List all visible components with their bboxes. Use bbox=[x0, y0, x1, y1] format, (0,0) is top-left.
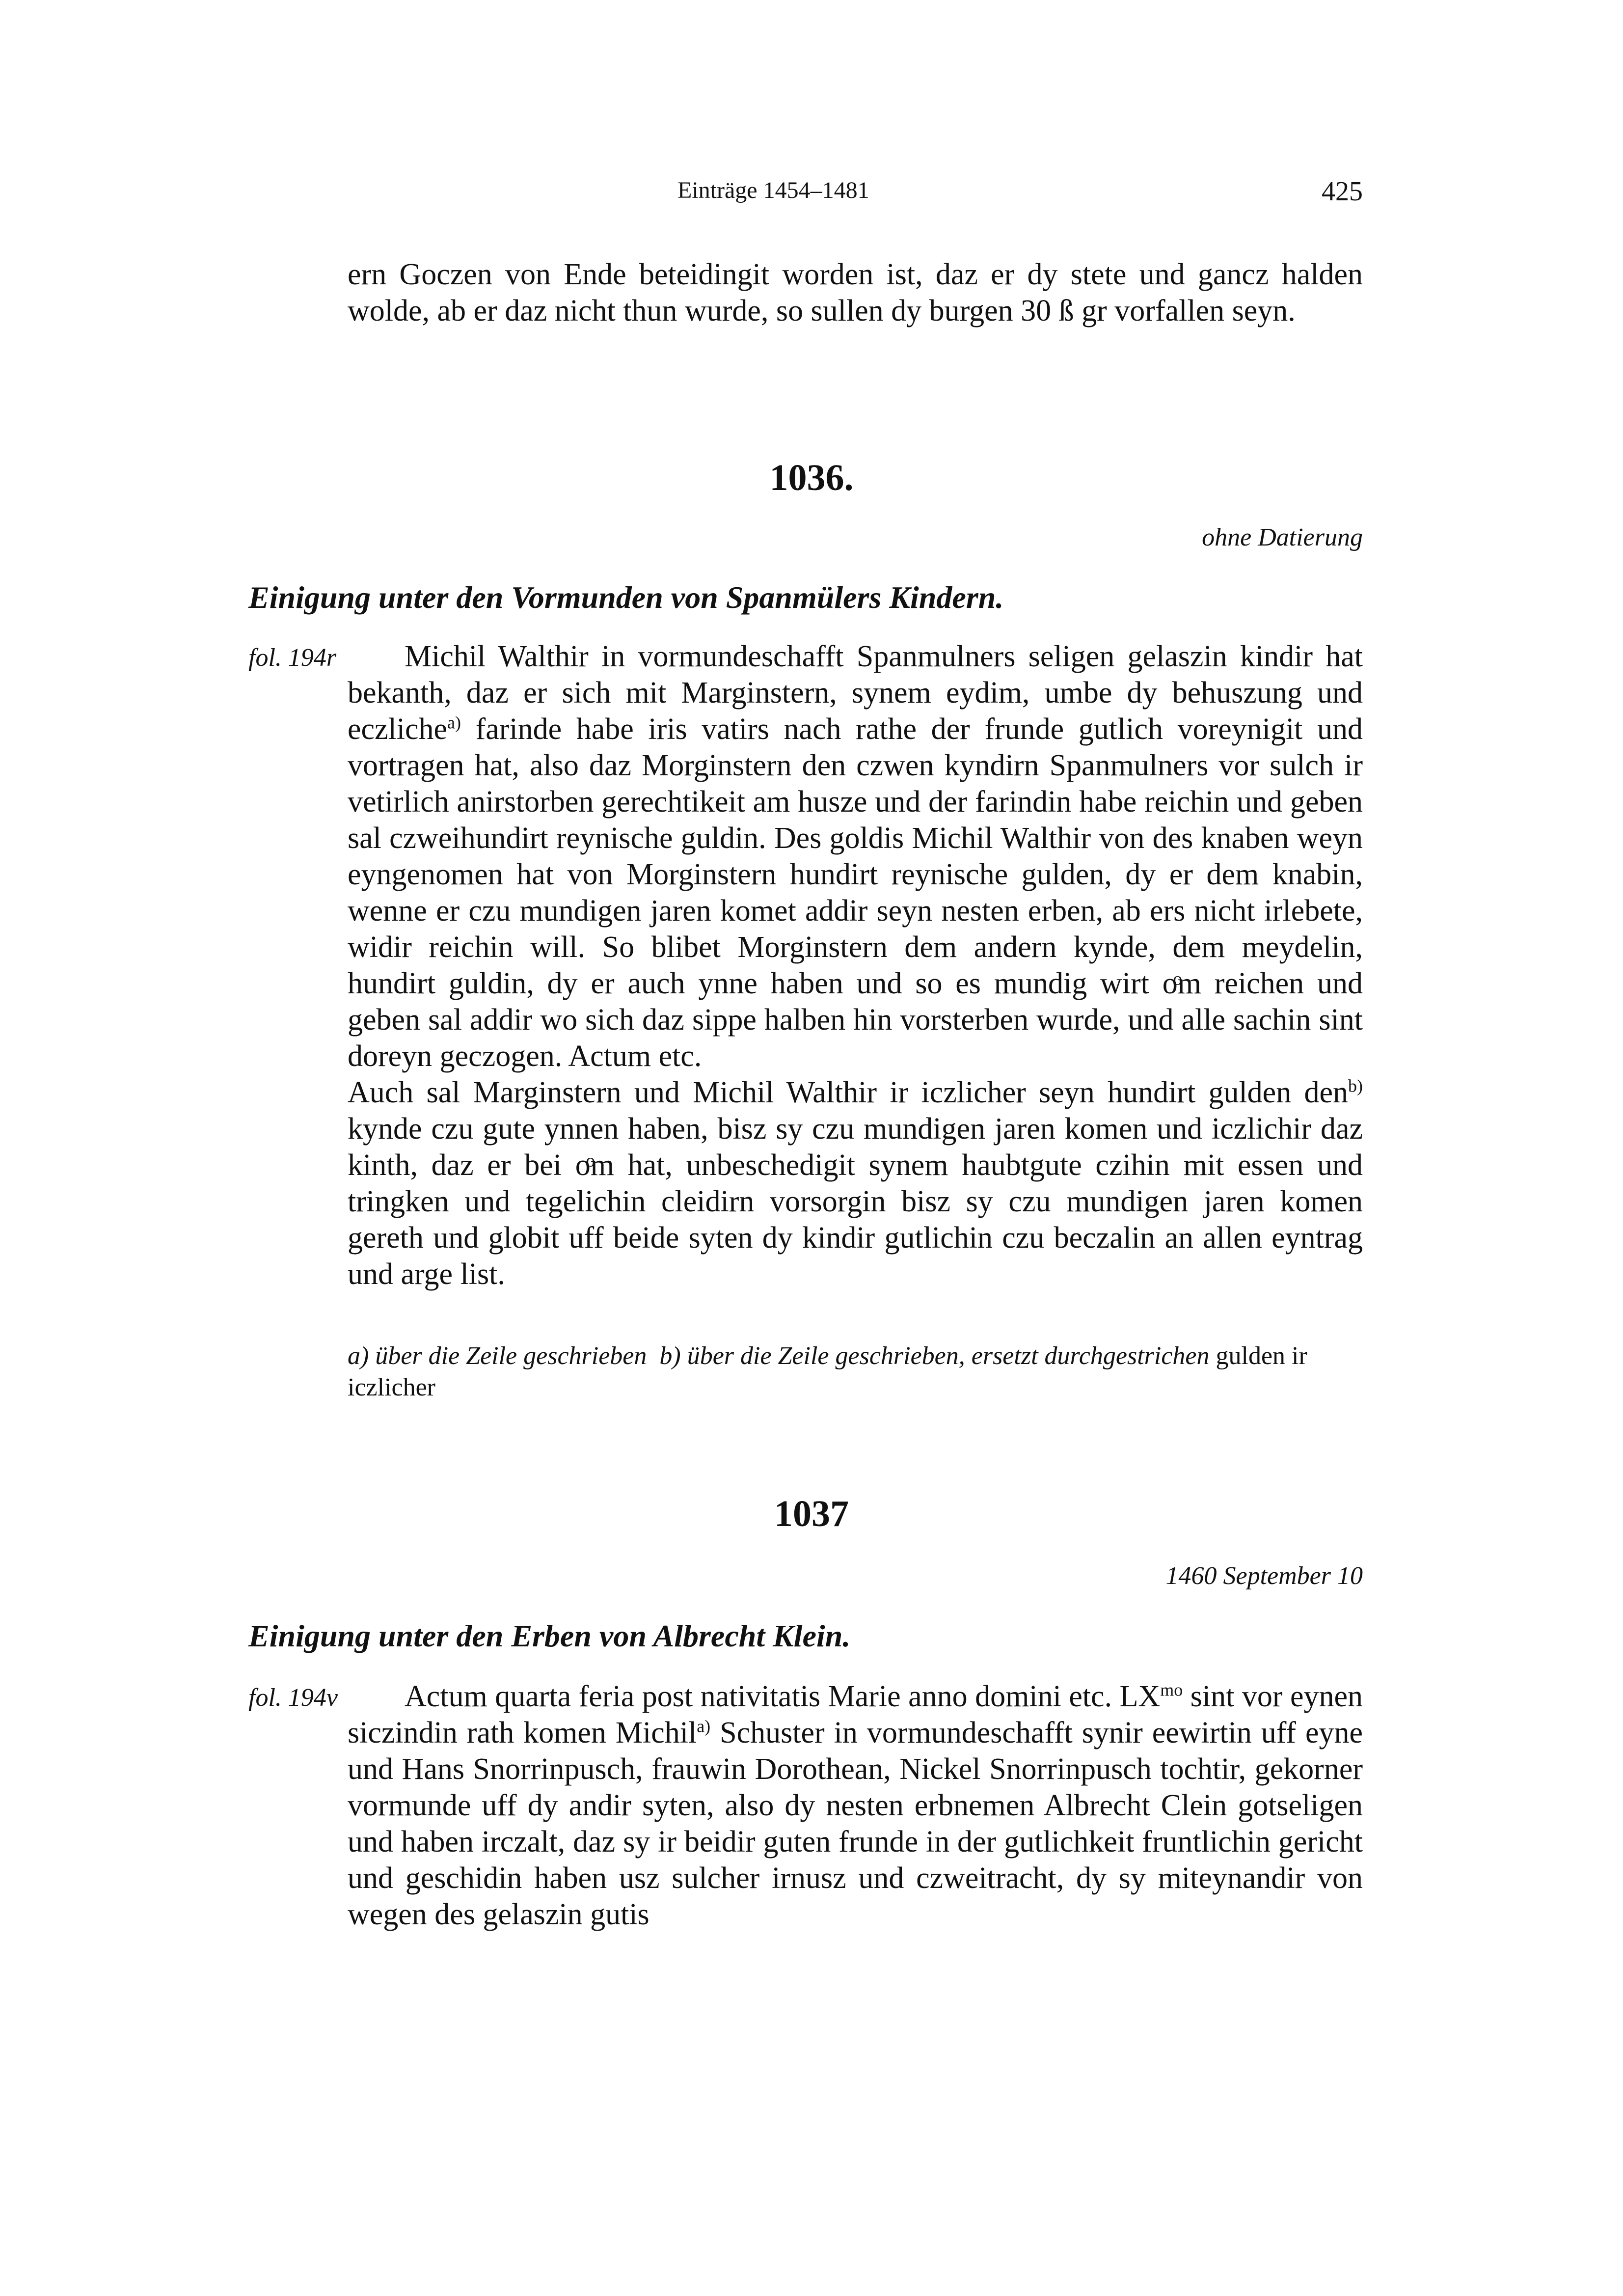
entry-dating-1036: ohne Datierung bbox=[1202, 523, 1363, 551]
paragraph-2: Auch sal Marginstern und Michil Walthir ir iczlicher seyn hundirt gulden den$^{b)}$ kynde czu gute ynnen haben, bisz sy czu mundigen jaren komen und iczlichir daz kinth, daz er bei oͦm hat, unbeschedigit synem haubtgute czihin mit essen und tringken und tegelichin cleidirn vorsorgin bisz sy czu mundigen jaren komen gereth und globit uff beide syten dy kindir gutlichin czu beczalin an allen eyntrag und arge list. bbox=[348, 1076, 1363, 1291]
folio-marker-1036: fol. 194r bbox=[248, 644, 337, 672]
footnote-a: a) über die Zeile geschrieben bbox=[348, 1342, 647, 1370]
running-head: Einträge 1454–1481 bbox=[677, 177, 869, 203]
footnote-ref-b: b) bbox=[1348, 1076, 1363, 1096]
folio-marker-1037: fol. 194v bbox=[248, 1684, 338, 1712]
footnote-ref-a: a) bbox=[447, 712, 461, 733]
entry-dating-1037: 1460 September 10 bbox=[1165, 1562, 1363, 1590]
entry-body-1037 bbox=[348, 1678, 1363, 1933]
entry-number-1037: 1037 bbox=[774, 1493, 849, 1534]
entry-heading-1037: Einigung unter den Erben von Albrecht Klein. bbox=[248, 1618, 851, 1653]
footnotes-1036 bbox=[348, 1340, 1363, 1403]
paragraph-1: Michil Walthir in vormundeschafft Spanmulners seligen gelaszin kindir hat bekanth, daz er sich mit Marginstern, synem eydim, umbe dy behuszung und eczliche$^{a)}$ farinde habe iris vatirs nach rathe der frunde gutlich voreynigit und vortragen hat, also daz Morginstern den czwen kyndirn Spanmulners vor sulch ir vetirlich anirstorben gerechtikeit am husze und der farindin habe reichin und geben sal czweihundirt reynische guldin. Des goldis Michil Walthir von des knaben weyn eyngenomen hat von Morginstern hundirt reynische gulden, dy er dem knabin, wenne er czu mundigen jaren komet addir seyn nesten erben, ab ers nicht irlebete, widir reichin will. So blibet Morginstern dem andern kynde, dem meydelin, hundirt guldin, dy er auch ynne haben und so es mundig wirt oͦm reichen und geben sal addir wo sich daz sippe halben hin vorsterben wurde, und alle sachin sint doreyn geczogen. Actum etc. bbox=[348, 640, 1363, 1073]
paragraph-1: Actum quarta feria post nativitatis Marie anno domini etc. $LX^{mo}$ sint vor eynen siczindin rath komen Michil$^{a)}$ Schuster in vormundeschafft synir eewirtin uff eyne und Hans Snorrinpusch, frauwin Dorothean, Nickel Snorrinpusch tochtir, gekorner vormunde uff dy andir syten, also dy nesten erbnemen Albrecht Clein gotseligen und haben irczalt, daz sy ir beidir guten frunde in der gutlichkeit fruntlichin gericht und geschidin haben usz sulcher irnusz und czweitracht, dy sy miteynandir von wegen des gelaszin gutis bbox=[348, 1680, 1363, 1931]
footnote-b: b) über die Zeile geschrieben, ersetzt durchgestrichen bbox=[659, 1342, 1210, 1370]
entry-number-1036: 1036. bbox=[769, 457, 854, 498]
footnote-ref-a: a) bbox=[697, 1716, 711, 1736]
footnote-b-struck-text: gulden ir iczlicher bbox=[348, 1342, 1307, 1401]
entry-body-1036 bbox=[348, 638, 1363, 1292]
superscript-mo: mo bbox=[1160, 1680, 1183, 1700]
page-number: 425 bbox=[1322, 176, 1363, 207]
continuation-text: ern Goczen von Ende beteidingit worden ist, daz er dy stete und gancz halden wolde, ab er daz nicht thun wurde, so sullen dy burgen 30 ß gr vorfallen seyn. bbox=[348, 258, 1363, 328]
entry-heading-1036: Einigung unter den Vormunden von Spanmülers Kindern. bbox=[248, 580, 1004, 615]
